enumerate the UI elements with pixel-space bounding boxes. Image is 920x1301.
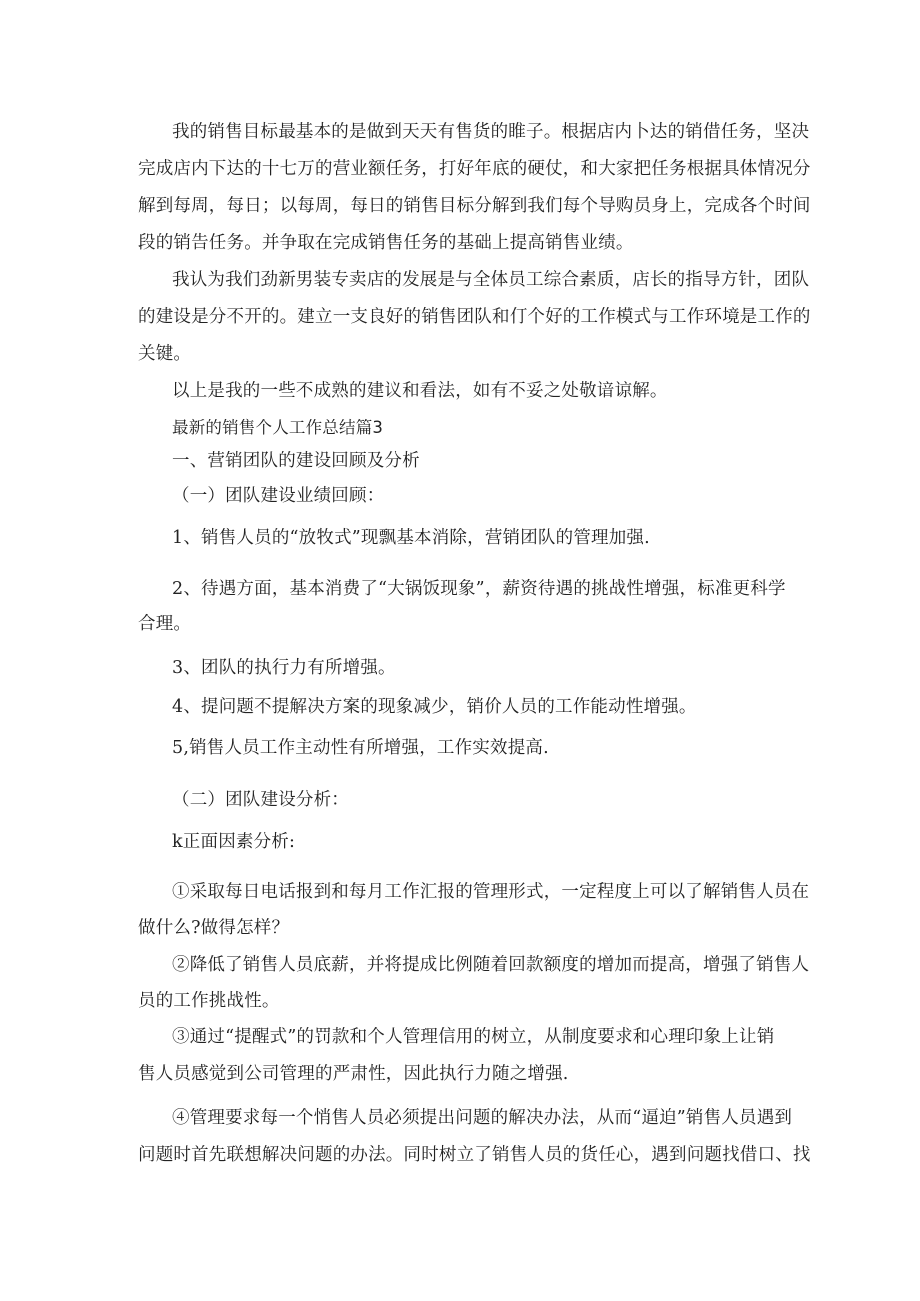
subsection-heading: （二）团队建设分析： [172, 790, 349, 810]
paragraph-line: 解到每周，每日；以每周，每日的销售目标分解到我们每个导购员身上，完成各个时间 [138, 196, 811, 216]
paragraph-line: ④管理要求每一个悄售人员必须提出问题的解决办法，从而“逼迫”销售人员遇到 [172, 1108, 793, 1128]
paragraph-line: 的建设是分不开的。建立一支良好的销售团队和仃个好的工作模式与工作环境是工作的 [138, 307, 811, 327]
subsection-heading: k正面因素分析: [172, 832, 296, 852]
paragraph-line: 段的销告任务。并争取在完成销售任务的基础上提高销售业绩。 [138, 233, 634, 253]
list-item: 1、销售人员的“放牧式”现飘基本消除，营销团队的管理加强. [172, 528, 650, 548]
paragraph-line: 完成店内下达的十七万的营业额任务，打好年底的硬仗，和大家把任务根据具体情况分 [138, 159, 811, 179]
paragraph-line: 我的销售目标最基本的是做到天天有售货的睢子。根据店内卜达的销借任务，坚决 [172, 122, 810, 142]
paragraph-line: ②降低了销售人员底薪，并将提成比例随着回款额度的增加而提高，增强了销售人 [172, 955, 810, 975]
paragraph-line: 售人员感觉到公司管理的严肃性，因此执行力随之增强. [138, 1064, 569, 1084]
section-heading: 最新的销售个人工作总结篇3 [172, 418, 384, 437]
paragraph-line: 做什么?做得怎样？ [138, 918, 290, 938]
list-item: 3、团队的执行力有所增强。 [172, 658, 396, 678]
list-item: 2、待遇方面，基本消费了“大锅饭现象”，薪资待遇的挑战性增强，标准更科学 [172, 579, 786, 599]
section-heading: 一、营销团队的建设回顾及分析 [172, 451, 420, 471]
paragraph-line: 问题时首先联想解决问题的办法。同时树立了销售人员的货任心，遇到问题找借口、找 [138, 1145, 811, 1165]
paragraph-line: 关键。 [138, 344, 192, 364]
subsection-heading: （一）团队建设业绩回顾： [172, 486, 385, 506]
list-item: 4、提问题不提解决方案的现象减少，销价人员的工作能动性增强。 [172, 697, 697, 717]
paragraph-line: 员的工作挑战性。 [138, 991, 280, 1011]
list-item: 5,销售人员工作主动性有所增强，工作实效提高. [172, 738, 549, 758]
paragraph-line: ①采取每日电话报到和每月工作汇报的管理形式，一定程度上可以了解销售人员在 [172, 882, 810, 902]
paragraph-line: 以上是我的一些不成熟的建议和看法，如有不妥之处敬谙谅解。 [172, 381, 668, 401]
paragraph-line: ③通过“提醒式”的罚款和个人管理信用的树立，从制度要求和心理印象上让销 [172, 1027, 775, 1047]
paragraph-line: 我认为我们劲新男装专卖店的发展是与全体员工综合素质，店长的指导方针，团队 [172, 270, 810, 290]
list-item: 合理。 [138, 614, 192, 634]
